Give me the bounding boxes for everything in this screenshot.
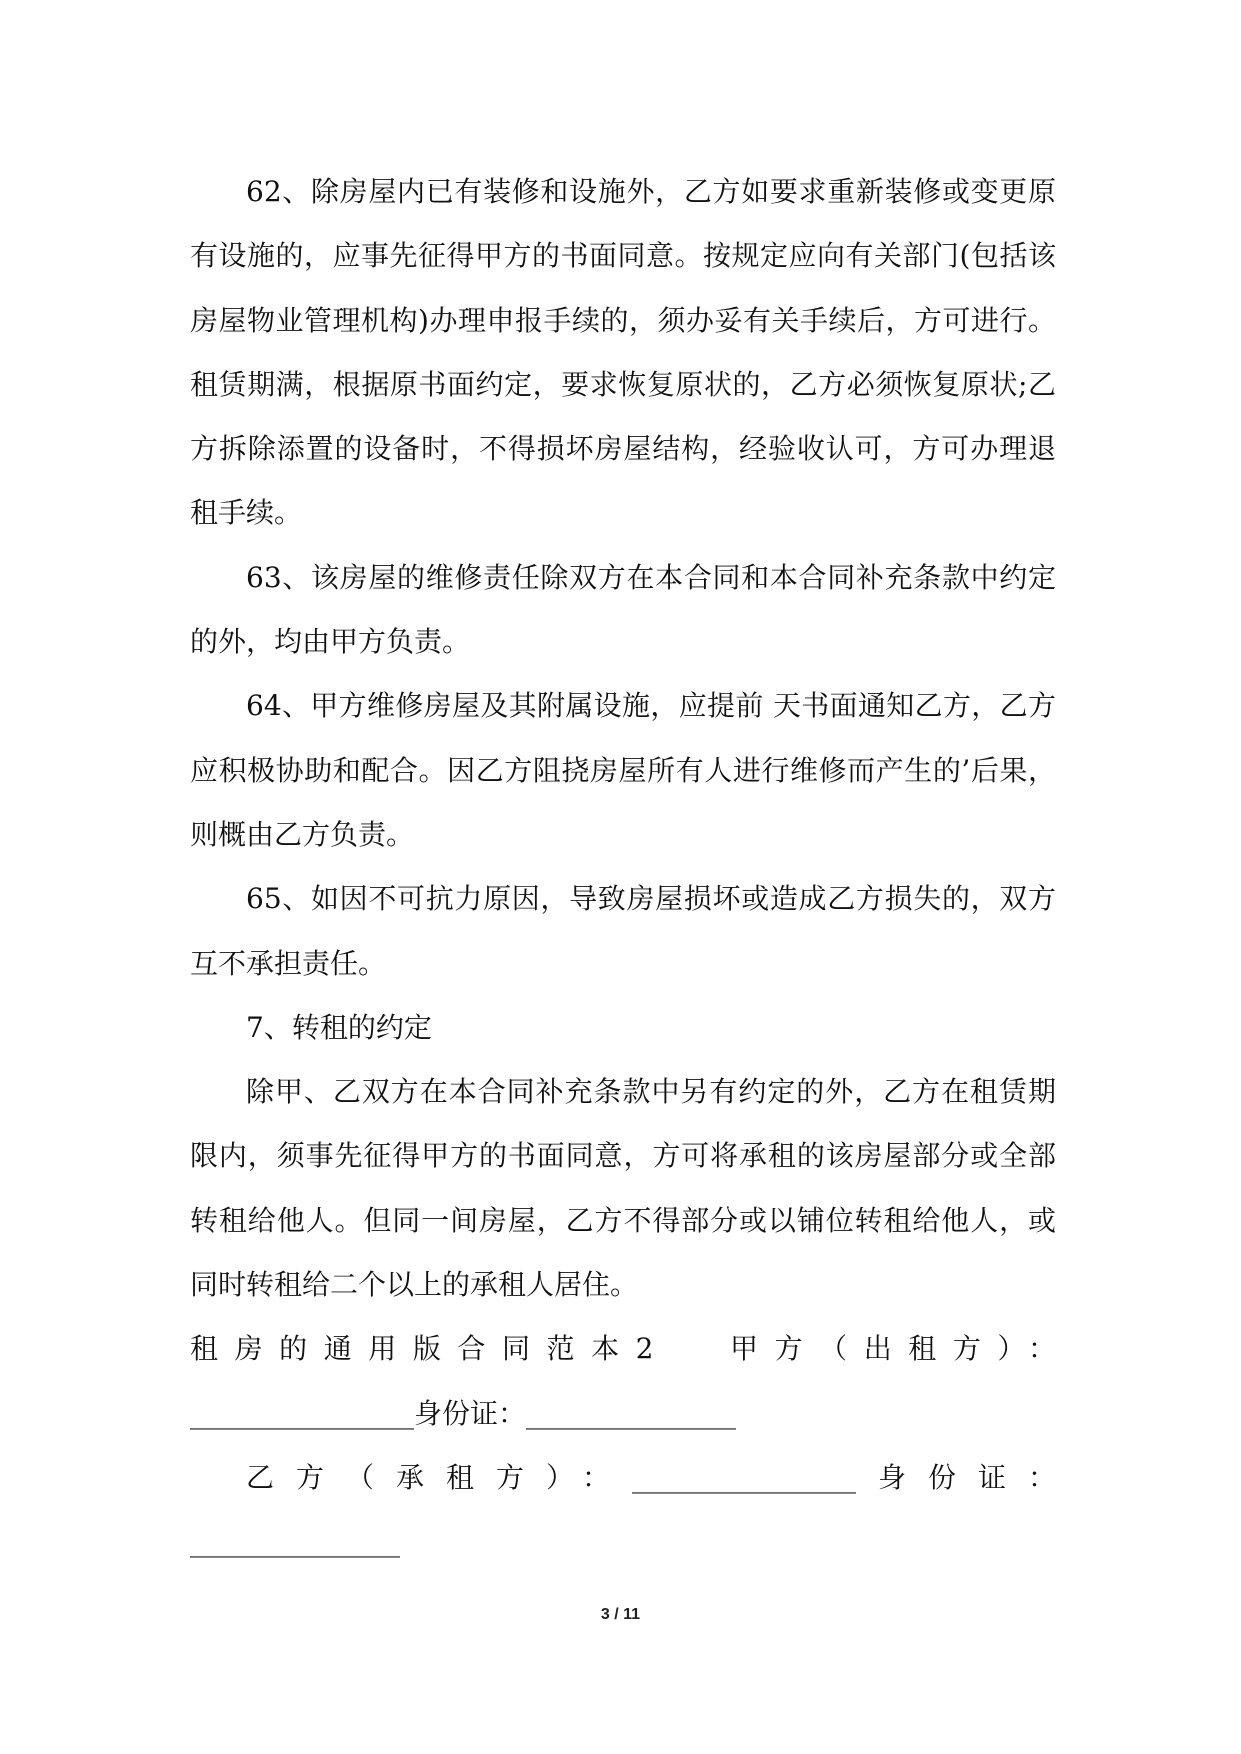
party-b-id-blank: _______________ <box>190 1525 400 1559</box>
party-a-line <box>190 1382 1056 1446</box>
party-b-line <box>190 1446 1056 1510</box>
party-a-label: 甲方（出租方）： <box>713 1332 1056 1366</box>
party-b-label: 乙方（承租方）： <box>246 1460 632 1494</box>
party-b-id-label: 身份证： <box>855 1460 1056 1494</box>
party-a-blank: ________________ <box>190 1396 414 1430</box>
party-b-blank: ________________ <box>631 1460 856 1494</box>
party-a-id-label: 身份证： <box>414 1396 527 1430</box>
page-number: 3 / 11 <box>600 1606 641 1623</box>
clause-65: 65、如因不可抗力原因，导致房屋损坏或造成乙方损失的，双方互不承担责任。 <box>190 882 1056 980</box>
contract-title: 租房的通用版合同范本2 <box>190 1332 654 1366</box>
section-heading-sublease: 7、转租的约定 <box>246 1010 432 1044</box>
party-b-id-line <box>190 1510 1056 1574</box>
sublease-clause: 除甲、乙双方在本合同补充条款中另有约定的外，乙方在租赁期限内，须事先征得甲方的书面同意，方可将承租的该房屋部分或全部转租给他人。但同一间房屋，乙方不得部分或以铺位转租给他人，或同时转租给二个以上的承租人居住。 <box>190 1075 1056 1302</box>
document-body <box>190 160 1056 1575</box>
party-a-id-blank: _______________ <box>526 1396 737 1430</box>
clause-64: 64、甲方维修房屋及其附属设施，应提前 天书面通知乙方，乙方应积极协助和配合。因乙方阻挠房屋所有人进行维修而产生的’后果，则概由乙方负责。 <box>190 689 1056 851</box>
contract-title-line <box>190 1317 1056 1381</box>
clause-62: 62、除房屋内已有装修和设施外，乙方如要求重新装修或变更原有设施的，应事先征得甲方的书面同意。按规定应向有关部门(包括该房屋物业管理机构)办理申报手续的，须办妥有关手续后，方可进行。租赁期满，根据原书面约定，要求恢复原状的，乙方必须恢复原状;乙方拆除添置的设备时，不得损坏房屋结构，经验收认可，方可办理退租手续。 <box>190 175 1056 530</box>
clause-63: 63、该房屋的维修责任除双方在本合同和本合同补充条款中约定的外，均由甲方负责。 <box>190 560 1056 659</box>
